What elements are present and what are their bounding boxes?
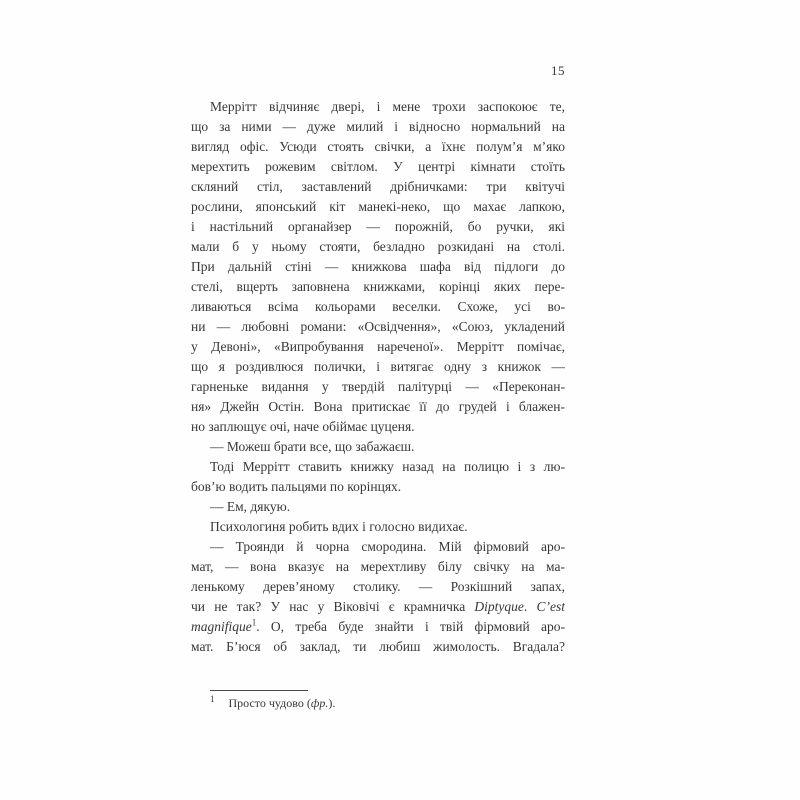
text-line: мат. Б’юся об заклад, ти любиш жимолость. Вгадала?: [191, 639, 565, 654]
text-line: Тоді Меррітт ставить книжку назад на полицю і з лю-: [210, 459, 565, 474]
page-number: 15: [551, 63, 565, 78]
text-line: Психологиня робить вдих і голосно видихає.: [210, 519, 468, 534]
text-line: ня» Джейн Остін. Вона притискає її до грудей і блажен-: [191, 399, 565, 414]
text-line: що я роздивлюся полички, і витягає одну з книжок —: [191, 359, 565, 374]
footnote-separator-rule: [210, 690, 308, 691]
text-line: рослини, японський кіт манекі-неко, що махає лапкою,: [191, 199, 565, 214]
text-line: Меррітт відчиняє двері, і мене трохи заспокоює те,: [210, 99, 565, 114]
footnote: [210, 695, 566, 712]
text-line: мерехтить рожевим світлом. У центрі кімнати стоїть: [191, 159, 565, 174]
text-line: і настільний органайзер — порожній, бо ручки, які: [191, 219, 565, 234]
text-line: — Ем, дякую.: [210, 499, 291, 514]
text-line: ни — любовні романи: «Освідчення», «Союз, укладений: [191, 319, 565, 334]
text-line: стелі, вщерть заповнена книжками, корінці яких пере-: [191, 279, 565, 294]
text-line: бов’ю водить пальцями по корінцях.: [191, 479, 402, 494]
footnote-marker: 1: [210, 694, 215, 704]
body-text: [191, 97, 565, 657]
text-line: скляний стіл, заставлений дрібничками: три квітучі: [191, 179, 565, 194]
footnote-text: Просто чудово (фр.).: [228, 696, 336, 710]
text-line: вигляд офіс. Усюди стоять свічки, а їхнє полум’я м’яко: [191, 139, 565, 154]
text-line: гарненьке видання у твердій палітурці — «Переконан-: [191, 379, 565, 394]
text-line: мали б у ньому стояти, безладно розкидані на столі.: [191, 239, 565, 254]
text-line: ленькому дерев’яному столику. — Розкішний запах,: [191, 579, 565, 594]
text-line: у Девоні», «Випробування нареченої». Меррітт помічає,: [191, 339, 565, 354]
text-line: — Троянди й чорна смородина. Мій фірмовий аро-: [210, 539, 565, 554]
text-line: ливаються всіма кольорами веселки. Схоже, усі во-: [191, 299, 565, 314]
text-line: magnifique$^1$. О, треба буде знайти і твій фірмовий аро-: [191, 617, 565, 634]
text-line: но заплющує очі, наче обіймає цуценя.: [191, 419, 415, 434]
text-line: — Можеш брати все, що забажаєш.: [210, 439, 415, 454]
text-line: чи не так? У нас у Віковічі є крамничка Diptyque. C’est: [191, 599, 565, 614]
text-line: що за ними — дуже милий і відносно нормальний на: [191, 119, 565, 134]
text-line: При дальній стіні — книжкова шафа від підлоги до: [191, 259, 565, 274]
text-line: мат, — вона вказує на мерехтливу білу свічку на ма-: [191, 559, 565, 574]
